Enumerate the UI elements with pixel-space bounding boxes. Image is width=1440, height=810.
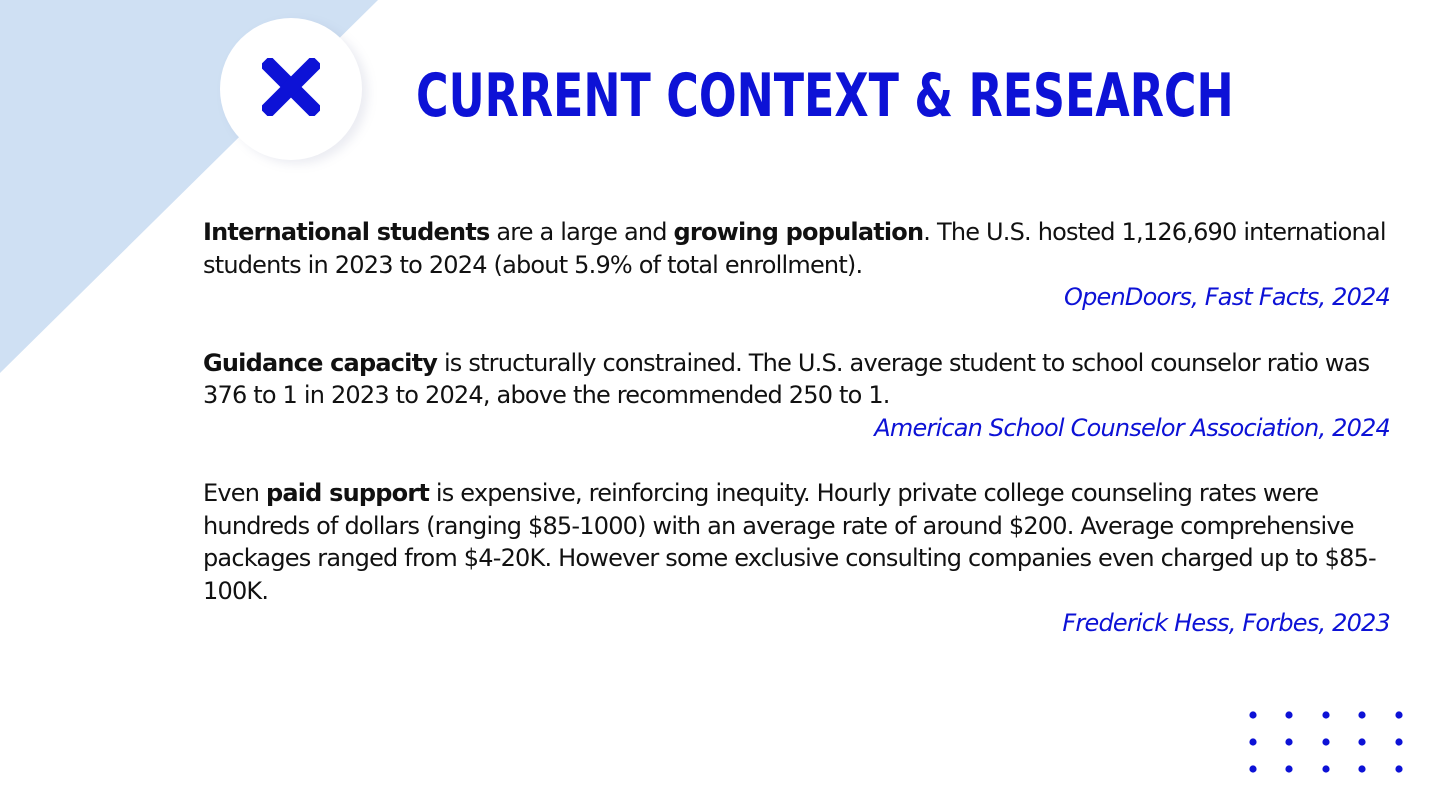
emphasis-text: paid support (265, 479, 430, 507)
close-x-icon (262, 58, 320, 116)
emphasis-text: International students (203, 218, 490, 246)
research-item-international-students (203, 216, 1390, 314)
citation: American School Counselor Association, 2024 (874, 413, 1390, 442)
research-item-paid-support (203, 477, 1390, 640)
body-text: Even (203, 479, 266, 507)
page-title: CURRENT CONTEXT & RESEARCH (416, 61, 1234, 131)
header-icon-badge (220, 18, 362, 160)
body-text: . The U.S. hosted 1,126,690 international students in 2023 to 2024 (about 5.9% of total enrollment). (203, 218, 1386, 279)
research-paragraph (203, 216, 1390, 281)
emphasis-text: growing population (673, 218, 924, 246)
body-text: are a large and (489, 218, 674, 246)
dot-grid-decoration (1246, 708, 1412, 778)
body-text: is expensive, reinforcing inequity. Hourly private college counseling rates were hundreds of dollars (ranging $85-1000) with an average rate of around $200. Average comprehensive packages ranged from $4-20K. However some exclusive consulting companies even charged up to $85-100K. (203, 479, 1376, 605)
citation: Frederick Hess, Forbes, 2023 (1062, 609, 1390, 637)
citation: OpenDoors, Fast Facts, 2024 (1064, 283, 1390, 311)
research-paragraph (203, 477, 1390, 607)
research-paragraph (203, 347, 1390, 412)
research-item-guidance-capacity (203, 347, 1390, 445)
research-content (203, 216, 1390, 640)
body-text: is structurally constrained. The U.S. average student to school counselor ratio was 376 to 1 in 2023 to 2024, above the recommended 250 to 1. (203, 348, 1370, 409)
emphasis-text: Guidance capacity (203, 348, 438, 377)
